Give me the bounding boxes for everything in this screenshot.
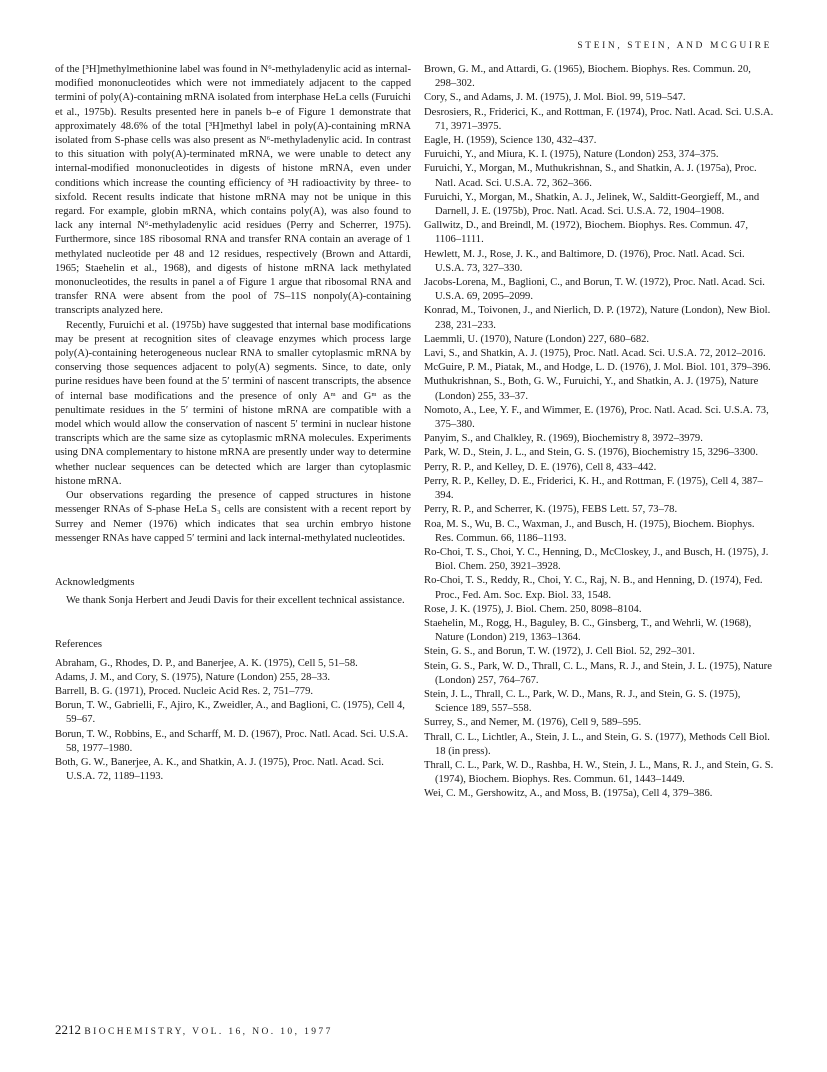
reference-entry: Barrell, B. G. (1971), Proced. Nucleic Acid Res. 2, 751–779. [55, 685, 314, 697]
reference-entry: Jacobs-Lorena, M., Baglioni, C., and Borun, T. W. (1972), Proc. Natl. Acad. Sci. U.S.A. 69, 2095–2099. [424, 277, 765, 303]
reference-entry: Panyim, S., and Chalkley, R. (1969), Biochemistry 8, 3972–3979. [424, 433, 703, 445]
reference-entry: Nomoto, A., Lee, Y. F., and Wimmer, E. (1976), Proc. Natl. Acad. Sci. U.S.A. 73, 375–380. [424, 404, 769, 431]
reference-entry: Brown, G. M., and Attardi, G. (1965), Biochem. Biophys. Res. Commun. 20, 298–302. [424, 64, 751, 90]
reference-entry: Stein, G. S., and Borun, T. W. (1972), J. Cell Biol. 52, 292–301. [424, 646, 695, 658]
reference-entry: Ro-Choi, T. S., Choi, Y. C., Henning, D., McCloskey, J., and Busch, H. (1975), J. Biol. Chem. 250, 3921–3928. [424, 546, 769, 573]
reference-entry: Furuichi, Y., Morgan, M., Muthukrishnan, S., and Shatkin, A. J. (1975a), Proc. Natl. Acad. Sci. U.S.A. 72, 362–366. [424, 163, 757, 189]
reference-entry: Cory, S., and Adams, J. M. (1975), J. Mol. Biol. 99, 519–547. [424, 92, 686, 104]
reference-entry: Staehelin, M., Rogg, H., Baguley, B. C., Ginsberg, T., and Wehrli, W. (1968), Nature (London) 219, 1363–1364. [424, 617, 752, 644]
reference-entry: Furuichi, Y., Morgan, M., Shatkin, A. J., Jelinek, W., Salditt-Georgieff, M., and Darnell, J. E. (1975b), Proc. Natl. Acad. Sci. U.S.A. 72, 1904–1908. [424, 191, 760, 218]
reference-entry: Laemmli, U. (1970), Nature (London) 227, 680–682. [424, 333, 650, 345]
reference-entry: Surrey, S., and Nemer, M. (1976), Cell 9, 589–595. [424, 717, 642, 729]
reference-entry: McGuire, P. M., Piatak, M., and Hodge, L. D. (1976), J. Mol. Biol. 101, 379–396. [424, 362, 771, 374]
page-number: 2212 [55, 1022, 81, 1037]
reference-entry: Desrosiers, R., Friderici, K., and Rottman, F. (1974), Proc. Natl. Acad. Sci. U.S.A. 71, 3971–3975. [424, 106, 774, 132]
reference-entry: Roa, M. S., Wu, B. C., Waxman, J., and Busch, H. (1975), Biochem. Biophys. Res. Commun. 66, 1186–1193. [424, 518, 755, 544]
reference-entry: Furuichi, Y., and Miura, K. I. (1975), Nature (London) 253, 374–375. [424, 149, 719, 161]
body-paragraph: of the [³H]methylmethionine label was found in N⁶-methyladenylic acid as internal-modified mononucleotides which were not immediately adjacent to the capped termini of poly(A)-containing mRNA isolated from interphase HeLa cells (Furuichi et al., 1975b). Results presented here in panels b–e of Figure 1 demonstrate that approximately 48.6% of the total [³H]methyl label in poly(A)-containing mRNA isolated from S-phase cells was also present as N⁶-methyladenylic acid. In contrast to this situation with poly(A)-terminated mRNA, we were unable to detect any internal-modified mononucleotides in digests of histone mRNA, even under conditions which increase the counting efficiency of ³H radioactivity by three- to sixfold. Recent results indicate that histone mRNA may not be unique in this regard. For example, globin mRNA, which contains poly(A), was also found to lack any internal N⁶-methyladenylic acid residues (Perry and Scherrer, 1975). Furthermore, since 18S ribosomal RNA and transfer RNA contain an average of 1 methylated nucleotide per 48 and 12 residues, respectively (Brown and Attardi, 1965; Staehelin et al., 1968), and digests of histone mRNA lack methylated mononucleotides, the results in panel a of Figure 1 argue that ribosomal RNA and transfer RNA were absent from the pool of 7S–11S nonpoly(A)-containing transcripts analyzed here. [55, 64, 411, 317]
reference-entry: Perry, R. P., and Kelley, D. E. (1976), Cell 8, 433–442. [424, 461, 657, 473]
reference-entry: Eagle, H. (1959), Science 130, 432–437. [424, 135, 597, 147]
reference-entry: Perry, R. P., Kelley, D. E., Friderici, K. H., and Rottman, F. (1975), Cell 4, 387–394. [424, 475, 763, 502]
reference-entry: Perry, R. P., and Scherrer, K. (1975), FEBS Lett. 57, 73–78. [424, 504, 678, 516]
reference-entry: Borun, T. W., Gabrielli, F., Ajiro, K., Zweidler, A., and Baglioni, C. (1975), Cell 4, 59–67. [55, 700, 405, 726]
reference-entry: Park, W. D., Stein, J. L., and Stein, G. S. (1976), Biochemistry 15, 3296–3300. [424, 447, 758, 459]
reference-entry: Adams, J. M., and Cory, S. (1975), Nature (London) 255, 28–33. [55, 671, 331, 683]
body-paragraph: Our observations regarding the presence of capped structures in histone messenger RNAs of S-phase HeLa S₃ cells are consistent with a recent report by Surrey and Nemer (1976) which indicates that sea urchin embryo histone messenger RNAs have capped 5′ termini and lack internal-methylated nucleotides. [55, 490, 411, 544]
reference-entry: Thrall, C. L., Park, W. D., Rashba, H. W., Stein, J. L., Mans, R. J., and Stein, G. S. (1974), Biochem. Biophys. Res. Commun. 61, 1443–1449. [424, 759, 774, 786]
references-heading: References [55, 639, 103, 651]
reference-entry: Wei, C. M., Gershowitz, A., and Moss, B. (1975a), Cell 4, 379–386. [424, 788, 713, 800]
right-column [424, 63, 774, 802]
reference-entry: Stein, J. L., Thrall, C. L., Park, W. D., Mans, R. J., and Stein, G. S. (1975), Science 189, 557–558. [424, 688, 741, 715]
running-header: STEIN, STEIN, AND MCGUIRE [577, 41, 772, 51]
reference-entry: Borun, T. W., Robbins, E., and Scharff, M. D. (1967), Proc. Natl. Acad. Sci. U.S.A. 58, 1977–1980. [55, 728, 409, 754]
reference-entry: Ro-Choi, T. S., Reddy, R., Choi, Y. C., Raj, N. B., and Henning, D. (1974), Fed. Proc., Fed. Am. Soc. Exp. Biol. 33, 1548. [424, 575, 763, 601]
reference-entry: Stein, G. S., Park, W. D., Thrall, C. L., Mans, R. J., and Stein, J. L. (1975), Nature (London) 257, 764–767. [424, 660, 772, 686]
reference-entry: Thrall, C. L., Lichtler, A., Stein, J. L., and Stein, G. S. (1977), Methods Cell Biol. 18 (in press). [424, 731, 770, 757]
reference-entry: Lavi, S., and Shatkin, A. J. (1975), Proc. Natl. Acad. Sci. U.S.A. 72, 2012–2016. [424, 348, 766, 360]
reference-entry: Hewlett, M. J., Rose, J. K., and Baltimore, D. (1976), Proc. Natl. Acad. Sci. U.S.A. 73, 327–330. [424, 248, 745, 274]
reference-list-left [55, 657, 411, 785]
reference-entry: Muthukrishnan, S., Both, G. W., Furuichi, Y., and Shatkin, A. J. (1975), Nature (London) 255, 33–37. [424, 376, 759, 402]
acknowledgments-heading: Acknowledgments [55, 576, 135, 588]
journal-citation: BIOCHEMISTRY, VOL. 16, NO. 10, 1977 [84, 1027, 333, 1037]
left-column [55, 63, 411, 784]
reference-entry: Gallwitz, D., and Breindl, M. (1972), Biochem. Biophys. Res. Commun. 47, 1106–1111. [424, 220, 748, 246]
reference-entry: Konrad, M., Toivonen, J., and Nierlich, D. P. (1972), Nature (London), New Biol. 238, 231–233. [424, 305, 771, 331]
body-paragraph: Recently, Furuichi et al. (1975b) have suggested that internal base modifications may be present at recognition sites of cleavage enzymes which process large poly(A)-containing heterogeneous nuclear RNA to smaller cytoplasmic mRNA by conserving those sequences adjacent to poly(A) segments. Since, to date, only purine residues have been found at the 5′ termini of nascent transcripts, the absence of internal base modifications and the presence of only Aᵐ and Gᵐ as the penultimate residues in the 5′ termini of histone mRNA are compatible with a model which would allow the conservation of nascent 5′ termini in nuclear histone transcripts which are the same size as cytoplasmic mRNA molecules. Experiments using DNA complementary to histone mRNA are presently under way to determine whether nuclear sequences can be detected which are larger than cytoplasmic histone mRNA. [55, 319, 411, 487]
reference-entry: Both, G. W., Banerjee, A. K., and Shatkin, A. J. (1975), Proc. Natl. Acad. Sci. U.S.A. 72, 1189–1193. [55, 756, 384, 783]
reference-entry: Rose, J. K. (1975), J. Biol. Chem. 250, 8098–8104. [424, 603, 642, 615]
page-footer [55, 1022, 333, 1038]
acknowledgments-text: We thank Sonja Herbert and Jeudi Davis for their excellent technical assistance. [66, 595, 405, 607]
reference-entry: Abraham, G., Rhodes, D. P., and Banerjee, A. K. (1975), Cell 5, 51–58. [55, 657, 358, 669]
